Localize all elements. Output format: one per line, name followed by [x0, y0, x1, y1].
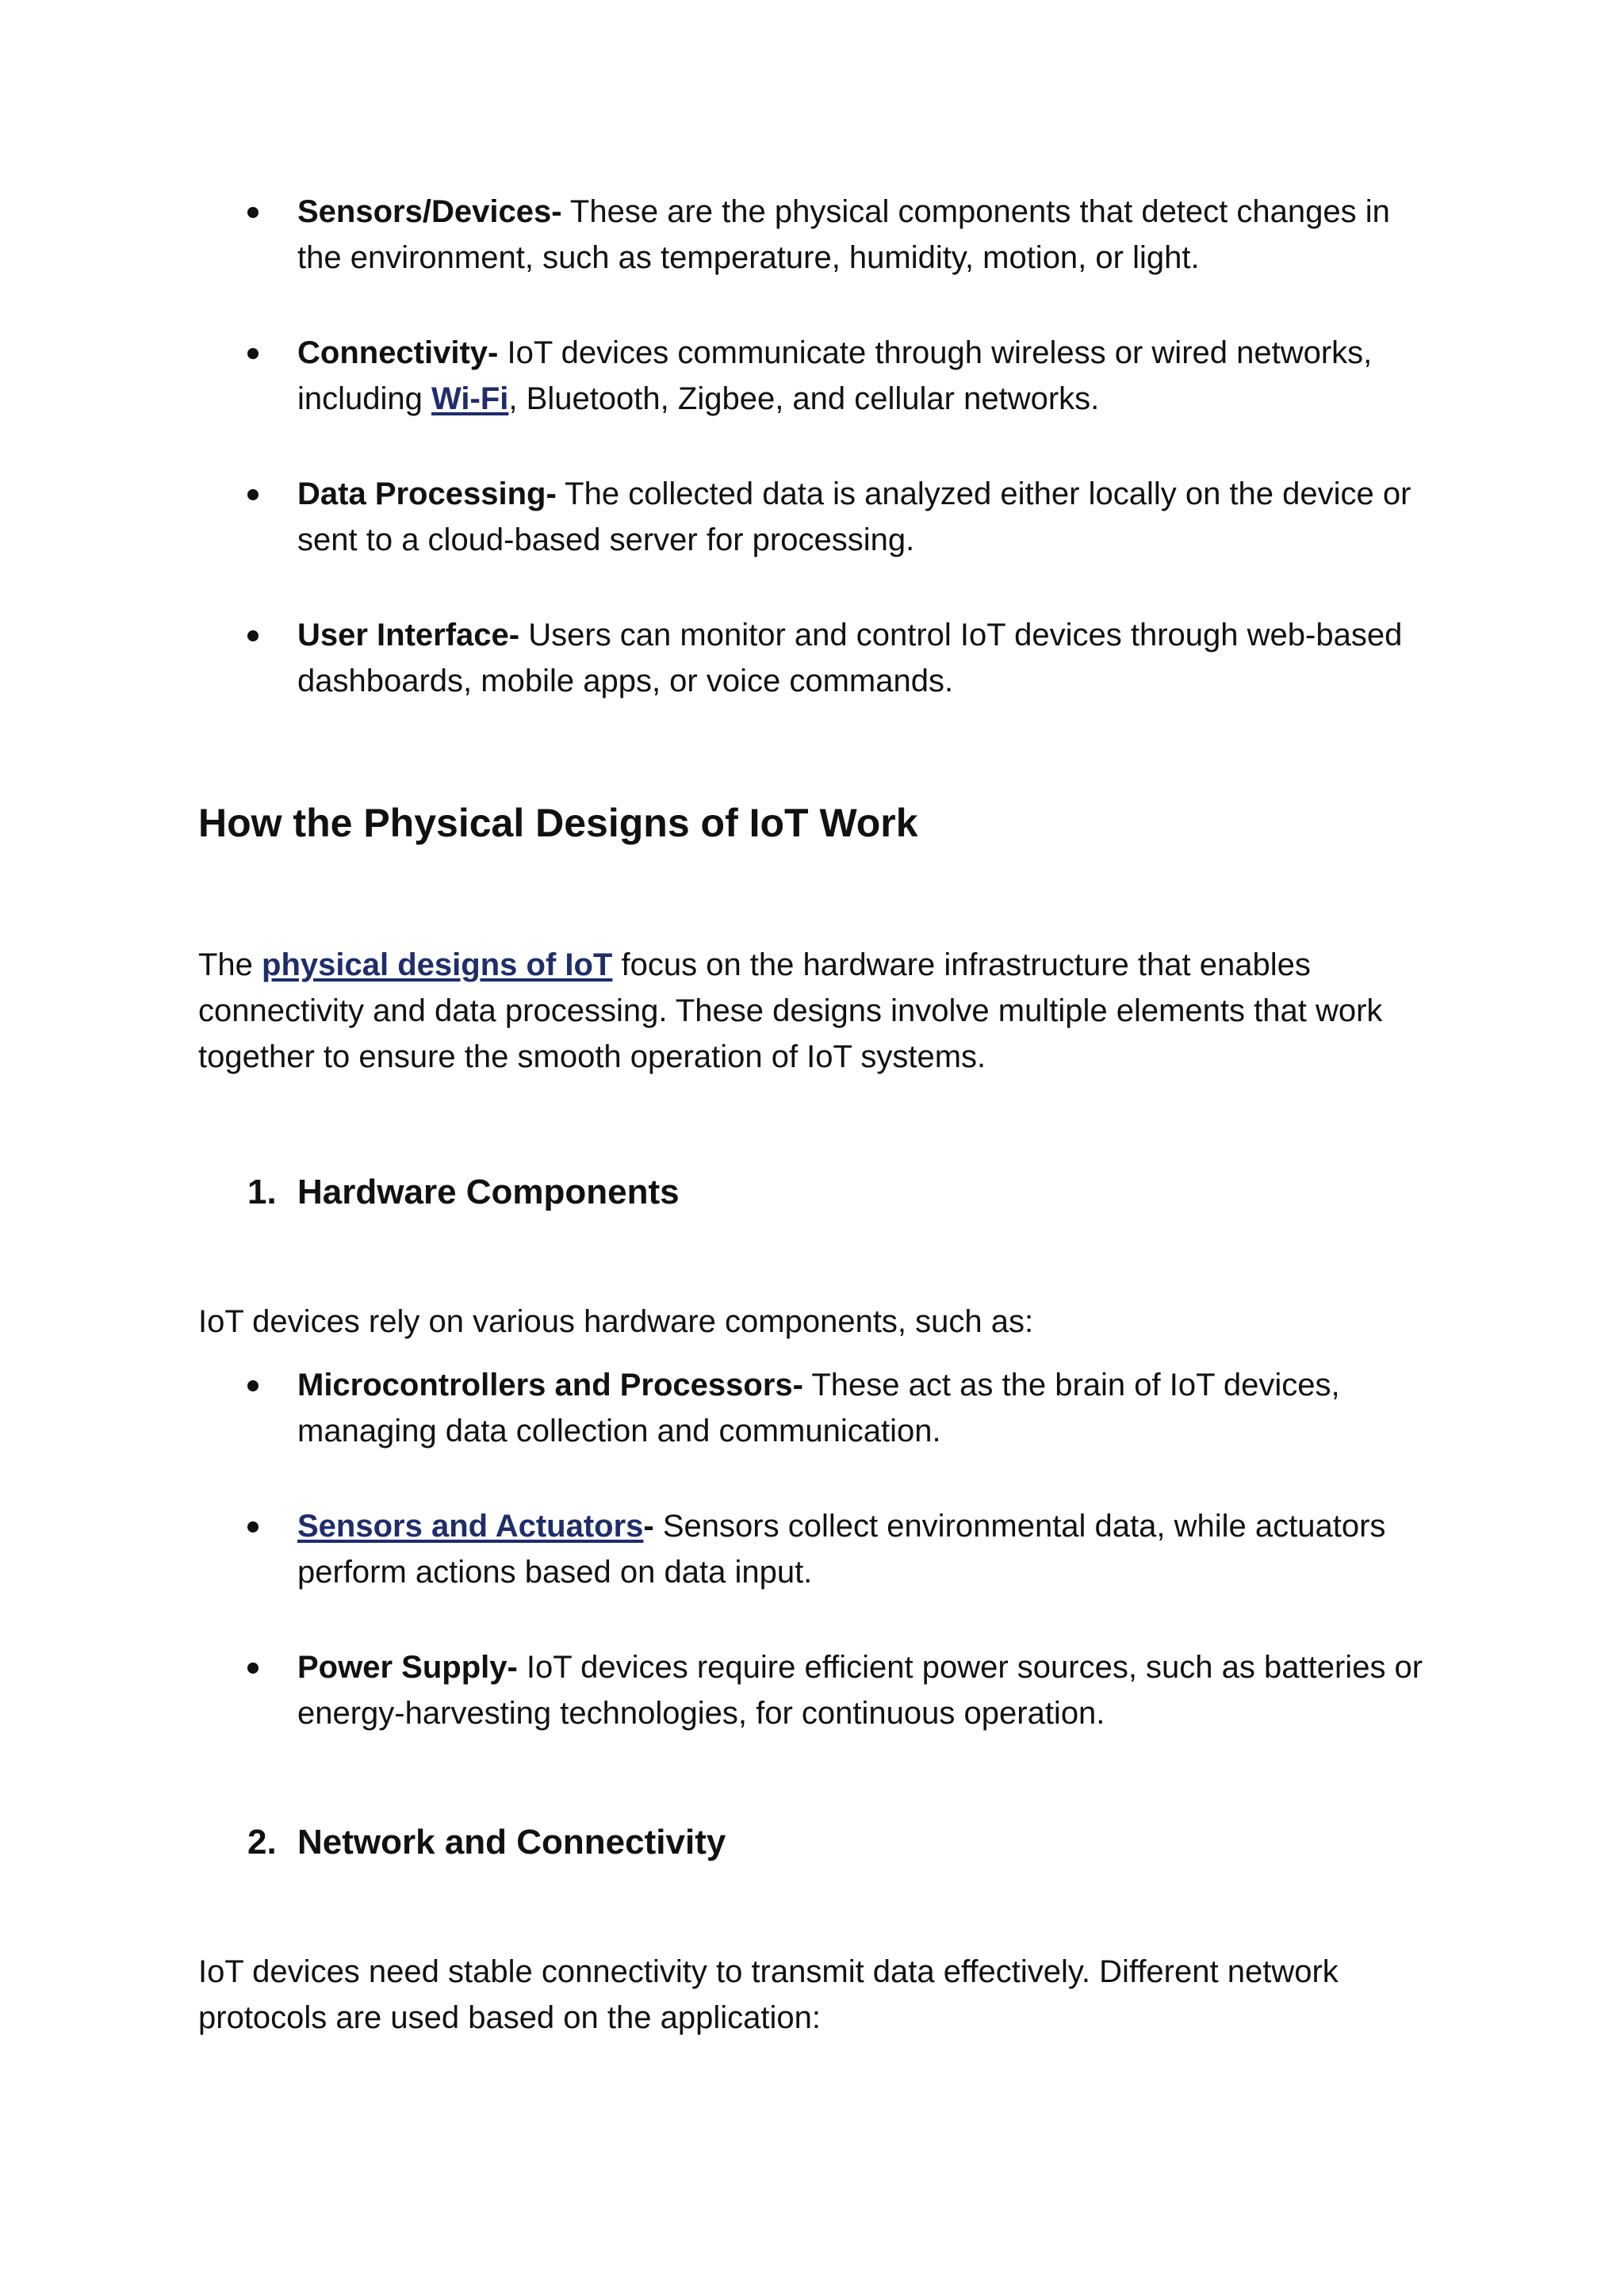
bullet-term: Data Processing- — [297, 476, 557, 511]
sensors-actuators-link[interactable]: Sensors and Actuators — [297, 1509, 644, 1544]
section-heading: How the Physical Designs of IoT Work — [198, 801, 918, 845]
bullet-text: The collected data is analyzed either locally on the device or sent to a cloud-based server for processing. — [297, 476, 1411, 557]
bullet-text: IoT devices communicate through wireless or wired networks, including — [297, 335, 1373, 416]
list-item — [198, 189, 1435, 281]
hardware-heading — [198, 1169, 1435, 1216]
list-item — [198, 330, 1435, 422]
bullet-term: - — [643, 1509, 654, 1544]
bullet-term: Sensors/Devices- — [297, 194, 562, 229]
bullet-term: Connectivity- — [297, 335, 499, 370]
bullet-term: User Interface- — [297, 618, 520, 652]
heading-title: Hardware Components — [297, 1173, 680, 1211]
bullet-icon — [247, 630, 259, 641]
bullet-icon — [247, 1663, 259, 1674]
bullet-icon — [247, 1521, 259, 1533]
paragraph-text: The — [198, 947, 262, 982]
bullet-icon — [247, 207, 259, 218]
bullet-text: IoT devices require efficient power sources, such as batteries or energy-harvesting technologies, for continuous operation. — [297, 1650, 1423, 1731]
section-paragraph — [198, 942, 1435, 1080]
list-item — [198, 1362, 1435, 1454]
list-item — [198, 471, 1435, 563]
network-intro: IoT devices need stable connectivity to transmit data effectively. Different network protocols are used based on the application: — [198, 1954, 1339, 2035]
bullet-text: , Bluetooth, Zigbee, and cellular networks. — [508, 381, 1100, 416]
hardware-intro: IoT devices rely on various hardware components, such as: — [198, 1304, 1034, 1339]
bullet-icon — [247, 348, 259, 359]
document-content — [198, 189, 1435, 2041]
heading-number: 2. — [247, 1823, 277, 1862]
list-item — [198, 612, 1435, 704]
bullet-term: Power Supply- — [297, 1650, 518, 1685]
list-item — [198, 1644, 1435, 1736]
bullet-term: Microcontrollers and Processors- — [297, 1368, 803, 1402]
bullet-text: These act as the brain of IoT devices, managing data collection and communication. — [297, 1368, 1340, 1448]
bullet-text: These are the physical components that detect changes in the environment, such as temperature, humidity, motion, or light. — [297, 194, 1390, 275]
bullet-text: Users can monitor and control IoT devices through web-based dashboards, mobile apps, or voice commands. — [297, 618, 1403, 698]
physical-designs-link[interactable]: physical designs of IoT — [262, 947, 613, 982]
intro-bullet-list — [198, 189, 1435, 704]
list-item — [198, 1503, 1435, 1595]
network-heading — [198, 1819, 1435, 1866]
bullet-icon — [247, 489, 259, 500]
heading-number: 1. — [247, 1173, 277, 1211]
paragraph-text: focus on the hardware infrastructure that enables connectivity and data processing. These designs involve multiple elements that work together to ensure the smooth operation of IoT systems. — [198, 947, 1383, 1074]
bullet-icon — [247, 1380, 259, 1391]
heading-title: Network and Connectivity — [297, 1823, 726, 1862]
bullet-text: Sensors collect environmental data, while actuators perform actions based on data input. — [297, 1509, 1386, 1590]
wifi-link[interactable]: Wi-Fi — [431, 381, 509, 416]
hardware-bullet-list — [198, 1362, 1435, 1736]
